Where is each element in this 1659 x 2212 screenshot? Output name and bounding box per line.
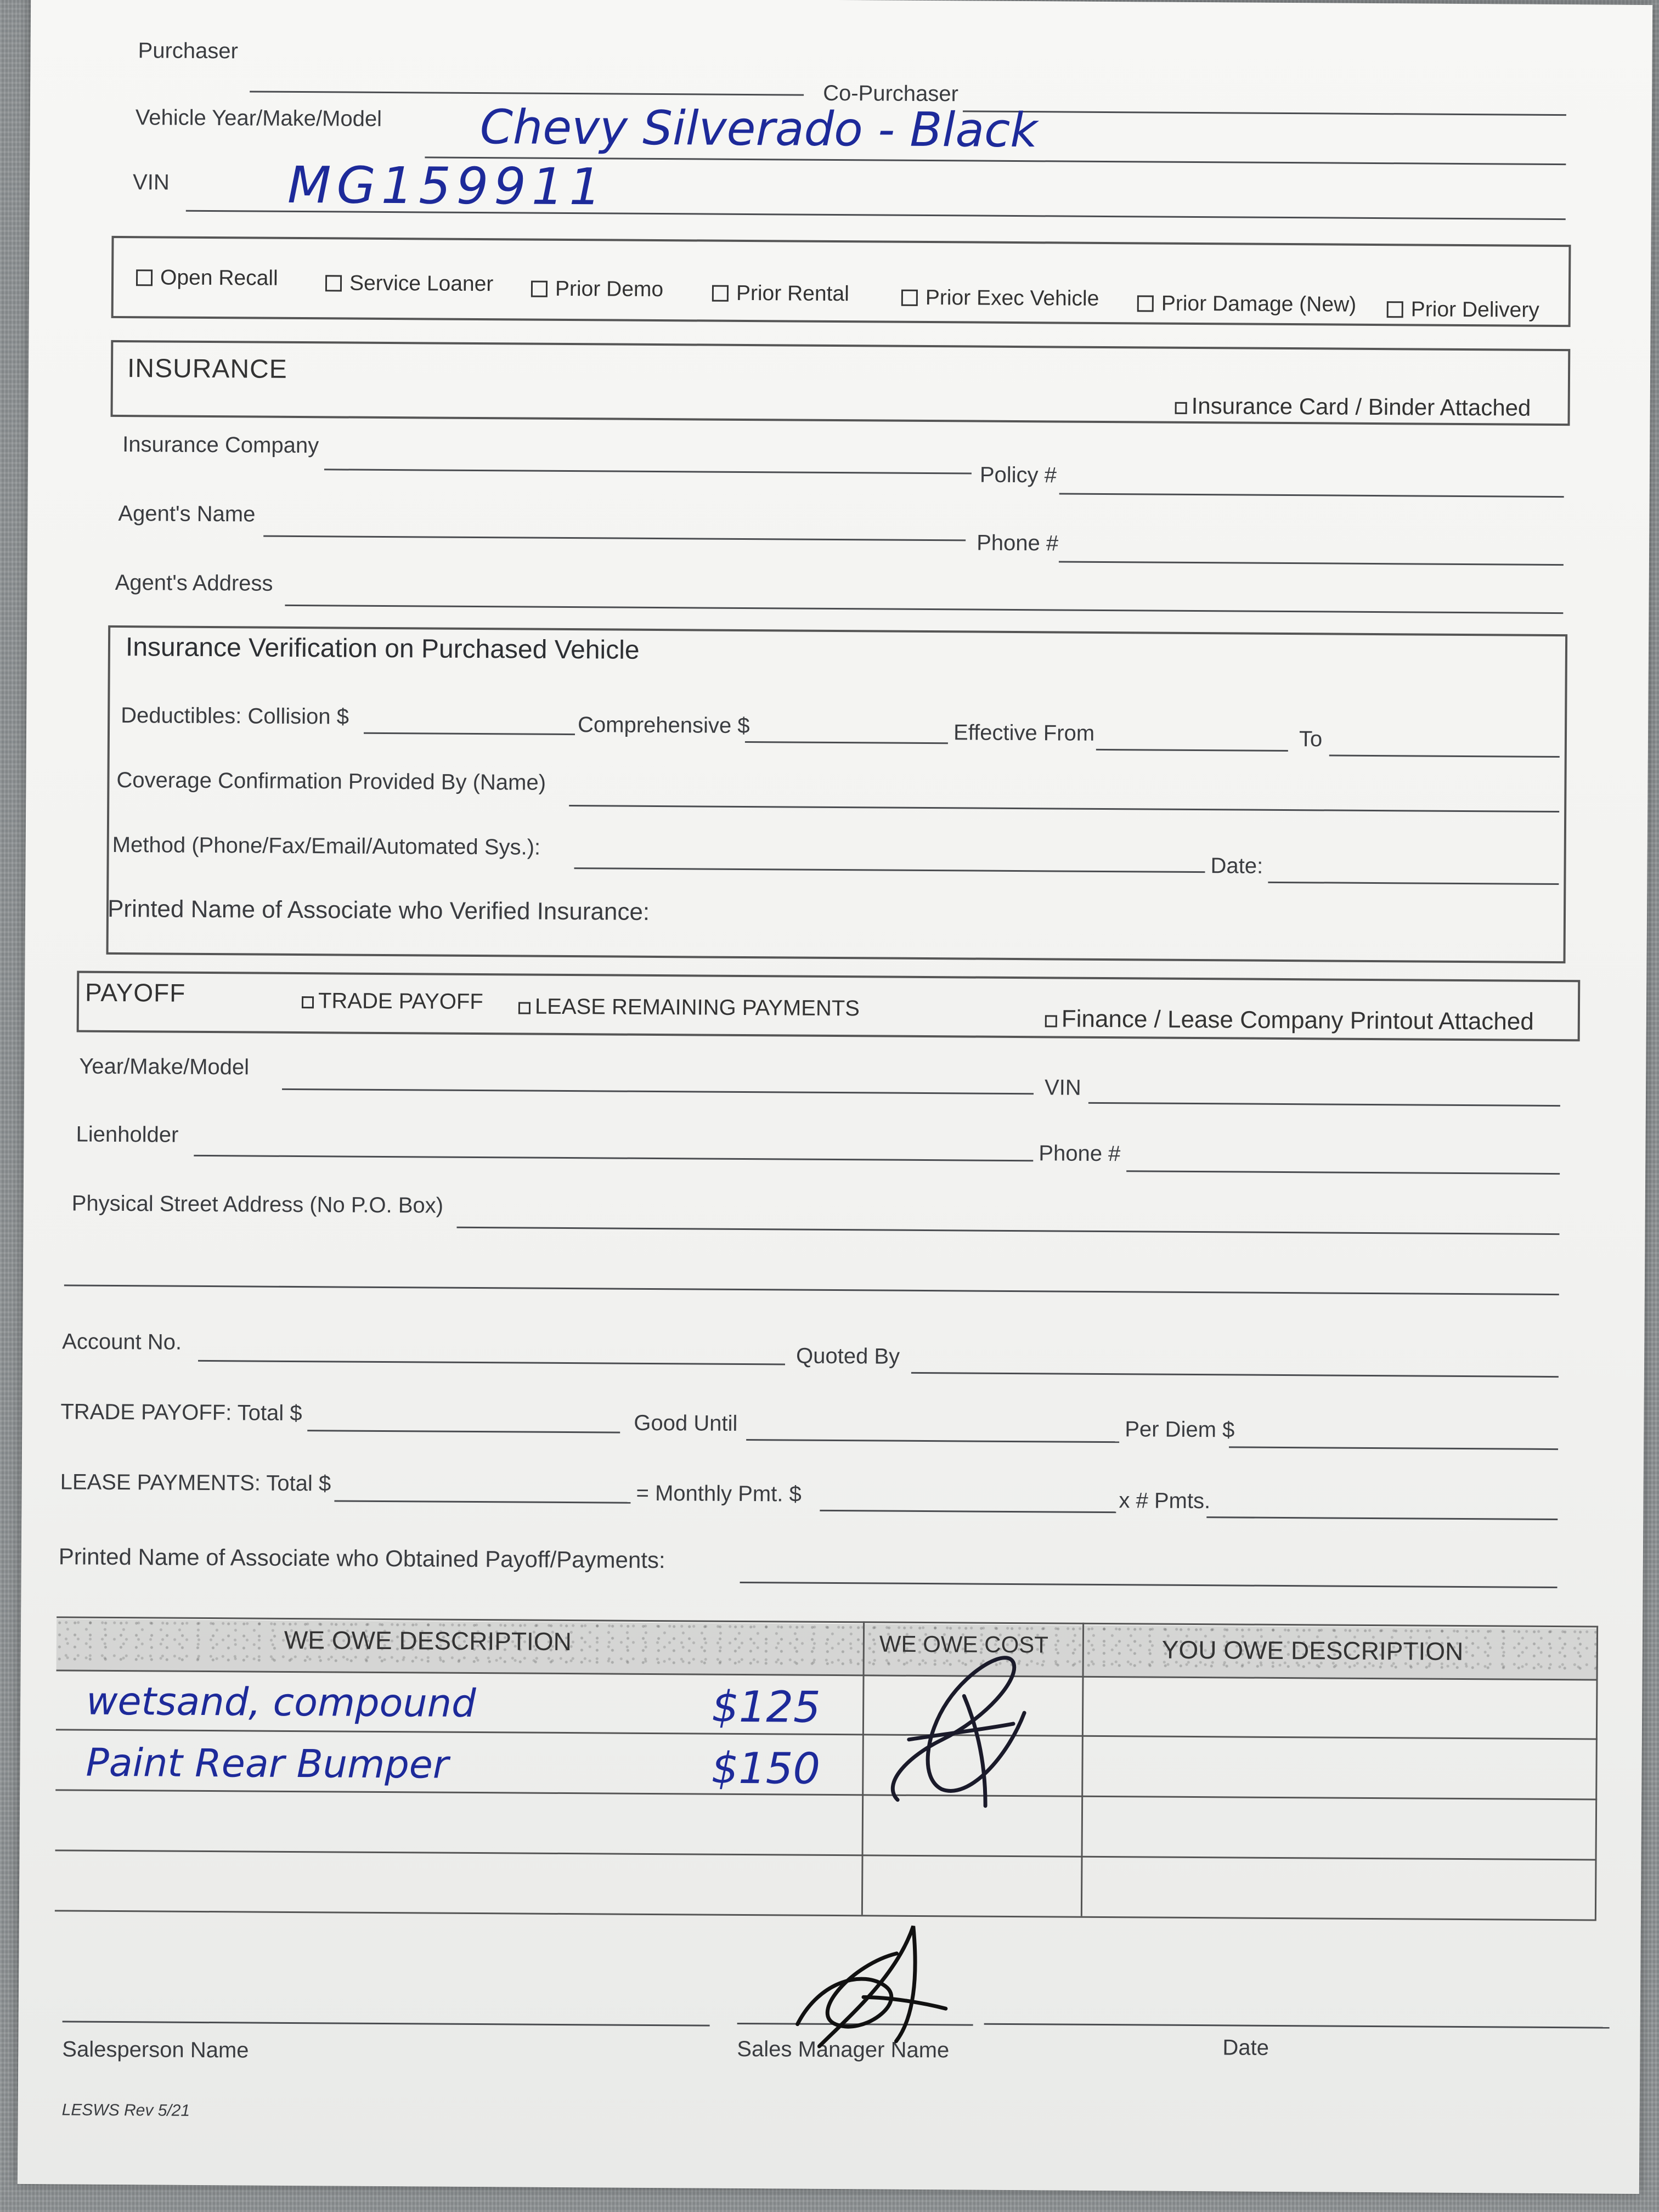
table-row-1-cost: $125 xyxy=(711,1682,821,1733)
street-address-label: Physical Street Address (No P.O. Box) xyxy=(71,1191,444,1218)
checkbox-icon xyxy=(136,269,153,286)
co-purchaser-field[interactable] xyxy=(963,110,1566,116)
payoff-vin-label: VIN xyxy=(1044,1075,1081,1100)
insurance-company-label: Insurance Company xyxy=(122,432,319,458)
option-service-loaner[interactable]: Service Loaner xyxy=(325,271,494,296)
option-prior-delivery[interactable]: Prior Delivery xyxy=(1387,297,1539,323)
insurance-company-field[interactable] xyxy=(324,469,972,474)
policy-field[interactable] xyxy=(1059,493,1564,498)
table-border-row3 xyxy=(55,1849,1597,1860)
option-lease-remaining[interactable]: LEASE REMAINING PAYMENTS xyxy=(518,994,860,1021)
vin-handwritten: MG159911 xyxy=(287,155,607,217)
checkbox-icon xyxy=(302,996,314,1008)
monthly-payment-field[interactable] xyxy=(820,1510,1116,1513)
purchaser-label: Purchaser xyxy=(138,38,239,64)
option-prior-demo[interactable]: Prior Demo xyxy=(531,277,663,302)
payoff-associate-label: Printed Name of Associate who Obtained Payoff/Payments: xyxy=(58,1543,665,1573)
trade-total-field[interactable] xyxy=(307,1430,620,1433)
lienholder-phone-field[interactable] xyxy=(1126,1170,1560,1175)
lienholder-label: Lienholder xyxy=(76,1122,179,1147)
option-prior-damage[interactable]: Prior Damage (New) xyxy=(1137,291,1357,317)
account-no-label: Account No. xyxy=(62,1329,182,1355)
lienholder-phone-label: Phone # xyxy=(1039,1141,1121,1166)
sales-manager-signature xyxy=(786,1914,952,2058)
payoff-associate-field[interactable] xyxy=(740,1582,1558,1588)
trade-total-label: TRADE PAYOFF: Total $ xyxy=(60,1400,302,1426)
we-owe-description-header: WE OWE DESCRIPTION xyxy=(284,1625,572,1656)
checkbox-icon xyxy=(901,290,918,306)
street-address-field-2[interactable] xyxy=(64,1284,1559,1295)
effective-to-label: To xyxy=(1299,727,1323,752)
option-printout-attached[interactable]: Finance / Lease Company Printout Attached xyxy=(1045,1005,1534,1035)
option-prior-exec-vehicle[interactable]: Prior Exec Vehicle xyxy=(901,286,1099,311)
policy-label: Policy # xyxy=(979,462,1057,488)
vehicle-handwritten: Chevy Silverado - Black xyxy=(479,100,1038,159)
insurance-title: INSURANCE xyxy=(127,354,287,384)
verifier-name-label: Printed Name of Associate who Verified Insurance: xyxy=(107,895,650,926)
num-payments-label: x # Pmts. xyxy=(1119,1488,1211,1514)
purchaser-field[interactable] xyxy=(250,91,804,95)
option-open-recall[interactable]: Open Recall xyxy=(136,266,278,291)
effective-from-label: Effective From xyxy=(953,720,1095,746)
quoted-by-label: Quoted By xyxy=(795,1344,900,1369)
lienholder-field[interactable] xyxy=(194,1155,1033,1161)
per-diem-label: Per Diem $ xyxy=(1125,1417,1235,1442)
option-prior-rental[interactable]: Prior Rental xyxy=(712,281,849,307)
quoted-by-field[interactable] xyxy=(911,1372,1559,1378)
agent-phone-label: Phone # xyxy=(977,531,1059,556)
checkbox-icon xyxy=(712,285,729,302)
payoff-vehicle-label: Year/Make/Model xyxy=(79,1054,250,1080)
verification-date-label: Date: xyxy=(1210,854,1263,878)
agent-name-label: Agent's Name xyxy=(118,501,256,527)
checkbox-icon xyxy=(518,1002,531,1014)
checkbox-icon xyxy=(1175,402,1187,414)
checkbox-icon xyxy=(1137,295,1154,312)
deal-form-sheet xyxy=(18,0,1652,2194)
lease-total-field[interactable] xyxy=(334,1500,630,1503)
footer-date-label: Date xyxy=(1222,2035,1269,2060)
table-row-2-description: Paint Rear Bumper xyxy=(86,1740,449,1787)
table-border-row1 xyxy=(56,1729,1598,1740)
payoff-vin-field[interactable] xyxy=(1088,1102,1560,1107)
we-owe-cost-header: WE OWE COST xyxy=(879,1630,1049,1658)
insurance-card-attached[interactable]: Insurance Card / Binder Attached xyxy=(1175,393,1531,421)
checkbox-icon xyxy=(1045,1015,1057,1027)
option-trade-payoff[interactable]: TRADE PAYOFF xyxy=(302,989,483,1014)
good-until-field[interactable] xyxy=(746,1439,1119,1443)
per-diem-field[interactable] xyxy=(1229,1446,1558,1450)
account-no-field[interactable] xyxy=(198,1360,785,1365)
num-payments-field[interactable] xyxy=(1206,1516,1558,1520)
table-row-2-cost: $150 xyxy=(711,1743,821,1794)
method-label: Method (Phone/Fax/Email/Automated Sys.): xyxy=(112,832,541,860)
checkbox-icon xyxy=(1387,301,1403,318)
lease-total-label: LEASE PAYMENTS: Total $ xyxy=(60,1470,331,1496)
good-until-label: Good Until xyxy=(634,1410,738,1436)
manager-initials-signature xyxy=(876,1646,1052,1822)
salesperson-signature-line[interactable] xyxy=(63,2021,710,2026)
you-owe-description-header: YOU OWE DESCRIPTION xyxy=(1161,1635,1464,1666)
agent-phone-field[interactable] xyxy=(1059,561,1564,566)
coverage-label: Coverage Confirmation Provided By (Name) xyxy=(116,768,546,795)
vin-label: VIN xyxy=(132,170,170,195)
form-code: LESWS Rev 5/21 xyxy=(61,2101,190,2120)
payoff-vehicle-field[interactable] xyxy=(282,1088,1034,1094)
agent-address-field[interactable] xyxy=(285,605,1563,614)
sales-manager-label: Sales Manager Name xyxy=(737,2036,950,2063)
table-row-1-description: wetsand, compound xyxy=(86,1678,476,1726)
street-address-field[interactable] xyxy=(456,1227,1559,1235)
verification-title: Insurance Verification on Purchased Vehicle xyxy=(125,633,640,665)
monthly-payment-label: = Monthly Pmt. $ xyxy=(636,1481,802,1506)
agent-name-field[interactable] xyxy=(263,535,966,541)
comprehensive-label: Comprehensive $ xyxy=(577,713,750,738)
salesperson-label: Salesperson Name xyxy=(62,2037,249,2063)
agent-address-label: Agent's Address xyxy=(115,570,273,596)
collision-label: Deductibles: Collision $ xyxy=(121,703,349,729)
table-border-row2 xyxy=(55,1789,1597,1800)
checkbox-icon xyxy=(531,281,548,297)
co-purchaser-label: Co-Purchaser xyxy=(823,81,959,106)
checkbox-icon xyxy=(325,275,342,291)
vehicle-label: Vehicle Year/Make/Model xyxy=(135,105,382,131)
payoff-title: PAYOFF xyxy=(84,978,186,1007)
date-line[interactable] xyxy=(984,2023,1610,2029)
